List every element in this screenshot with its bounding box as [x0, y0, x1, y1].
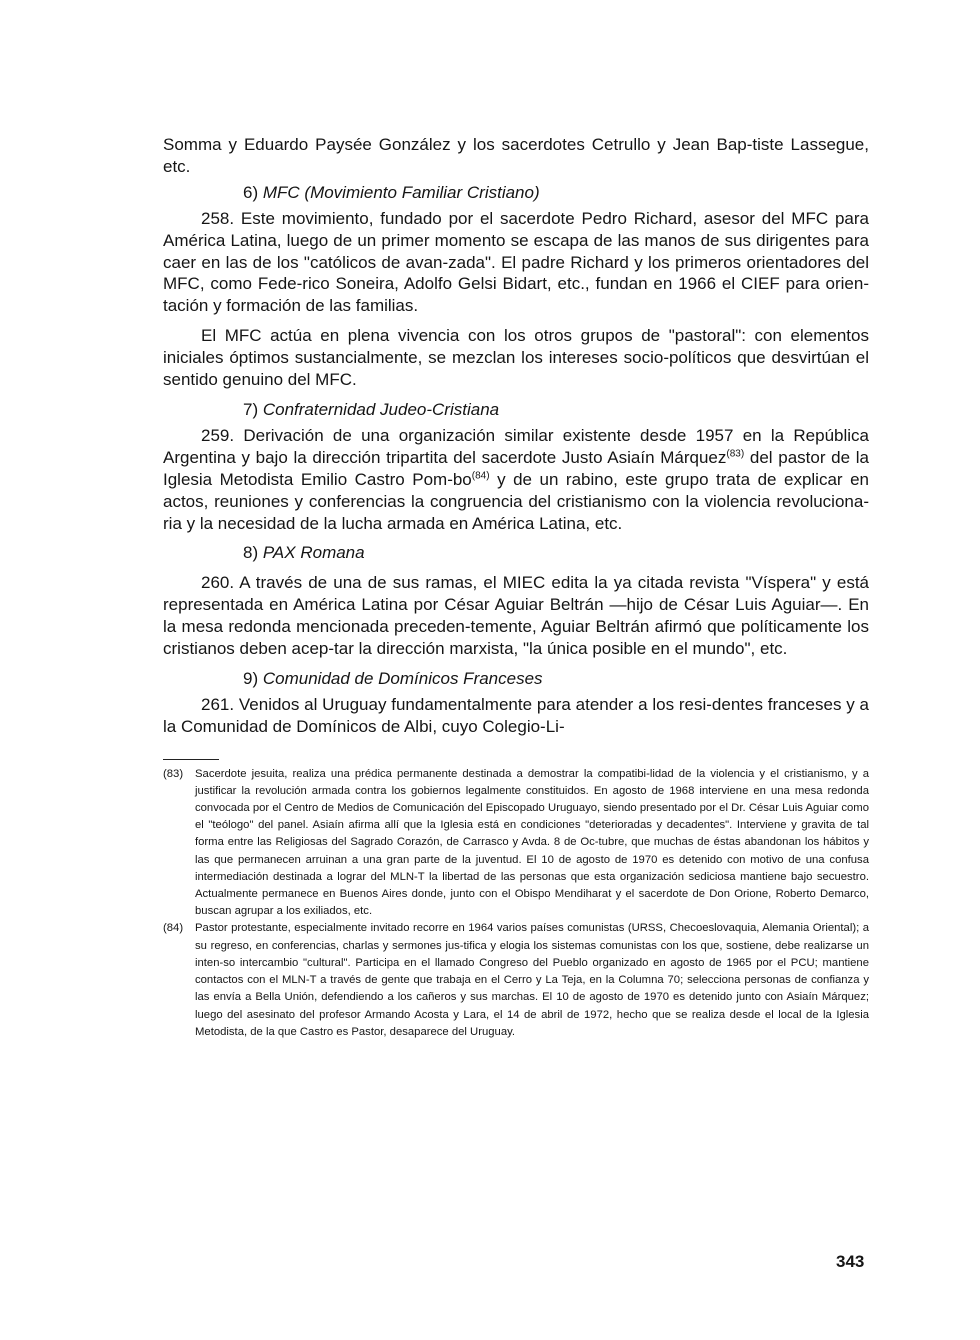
footnote-ref-84: (84)	[471, 470, 490, 482]
footnote-ref-83: (83)	[726, 448, 745, 460]
section-heading-6	[243, 182, 869, 204]
footnote-mark: (84)	[163, 922, 184, 935]
paragraph-258: 258. Este movimiento, fundado por el sacerdote Pedro Richard, asesor del MFC para América Latina, luego de un primer momento se escapa de las manos de sus dirigentes para caer en las de los "católicos de avan-zada". El padre Richard y los primeros orientadores del MFC, como Fede-rico Soneira, Adolfo Gelsi Bidart, etc., fundan en 1966 el CIEF para orien-tación y formación de las familias.	[163, 208, 869, 316]
footnote-text: Sacerdote jesuita, realiza una prédica permanente destinada a demostrar la compatibi-lidad de la violencia y el cristianismo, y a justificar la revolución armada contra los gobiernos legalmente constituidos. En agosto de 1968 interviene en una mesa redonda convocada por el Centro de Medios de Comunicación del Episcopado Uruguayo, siendo presentado por el Dr. César Luis Aguiar como el "teólogo" del panel. Asiaín afirma allí que la Iglesia está en condiciones "deterioradas y decadentes". Interviene y gravita de tal forma entre las Religiosas del Sagrado Corazón, de Carrasco y Avda. 8 de Oc-tubre, que muchas de éstas abandonan los hábitos y las que permanecen arruinan a una gran parte de la juventud. El 10 de agosto de 1970 es detenido con motivo de una confusa intermediación destinada a lograr del MLN-T la libertad de las personas que esta organización sediciosa mantiene bajo secuestro. Actualmente permanece en Buenos Aires donde, junto con el Obispo Mendiharat y el sacerdote de Don Orione, Roberto Demarco, buscan agrupar a los exiliados, etc.	[195, 767, 869, 918]
section-title: PAX Romana	[262, 543, 365, 563]
page-number: 343	[836, 1252, 865, 1271]
section-number: 7)	[243, 399, 259, 419]
section-number: 9)	[243, 668, 259, 688]
section-number: 8)	[243, 543, 259, 563]
section-title: MFC (Movimiento Familiar Cristiano)	[262, 182, 540, 202]
section-heading-7	[243, 399, 869, 421]
paragraph-258-continued: El MFC actúa en plena vivencia con los otros grupos de "pastoral": con elementos iniciales óptimos sustancialmente, se mezclan los intereses socio-políticos que desvirtúan el sentido genuino del MFC.	[163, 326, 869, 390]
footnote-83	[163, 766, 869, 921]
section-title: Comunidad de Domínicos Franceses	[262, 668, 543, 688]
footnote-divider	[163, 759, 219, 760]
text-run: del pastor de la Iglesia Metodista Emilio Castro Pom-bo	[163, 447, 870, 489]
text-run: y de un rabino, este grupo trata de explicar en actos, reuniones y conferencias la congruencia del cristianismo con la violencia revoluciona-ria y la necesidad de la lucha armada en América Latina, etc.	[163, 469, 869, 533]
paragraph-intro: Somma y Eduardo Paysée González y los sacerdotes Cetrullo y Jean Bap-tiste Lassegue, etc.	[163, 135, 869, 176]
section-heading-8	[243, 542, 869, 564]
footnote-text: Pastor protestante, especialmente invitado recorre en 1964 varios países comunistas (URSS, Checoeslovaquia, Alemania Oriental); a su regreso, en conferencias, charlas y sermones jus-tifica y elogia los sistemas comunistas con los que, sostiene, debe realizarse un inten-so intercambio "cultural". Participa en el llamado Congreso del Pueblo organizado en agosto de 1965 por el PCU; mantiene contactos con el MLN-T a través de gente que trabaja en el Cerro y La Teja, en la Columna 70; selecciona personas de confianza y las envía a Bella Unión, defendiendo a los cañeros y sus marchas. El 10 de agosto de 1970 es detenido junto con Asiaín Márquez; luego del asesinato del profesor Armando Acosta y Lara, el 14 de abril de 1972, hecho que se realiza desde el local de la Iglesia Metodista, de la que Castro es Pastor, desaparece del Uruguay.	[195, 922, 869, 1038]
paragraph-261: 261. Venidos al Uruguay fundamentalmente para atender a los resi-dentes franceses y a la Comunidad de Domínicos de Albi, cuyo Colegio-Li-	[163, 694, 869, 736]
text-run: 259. Derivación de una organización similar existente desde 1957 en la República Argentina y bajo la dirección tripartita del sacerdote Justo Asiaín Márquez	[163, 425, 869, 467]
footnote-mark: (83)	[163, 767, 184, 780]
section-number: 6)	[243, 182, 259, 202]
section-title: Confraternidad Judeo-Cristiana	[262, 399, 500, 419]
section-heading-9	[243, 668, 869, 690]
footnote-84	[163, 920, 869, 1040]
page-body	[163, 134, 869, 1041]
paragraph-259	[163, 425, 869, 535]
paragraph-260: 260. A través de una de sus ramas, el MIEC edita la ya citada revista "Víspera" y está representada en América Latina por César Aguiar Beltrán —hijo de César Luis Aguiar—. En la mesa redonda mencionada preceden-temente, Aguiar Beltrán afirmó que políticamente los cristianos deben acep-tar la dirección marxista, "la única posible en el mundo", etc.	[163, 573, 869, 659]
